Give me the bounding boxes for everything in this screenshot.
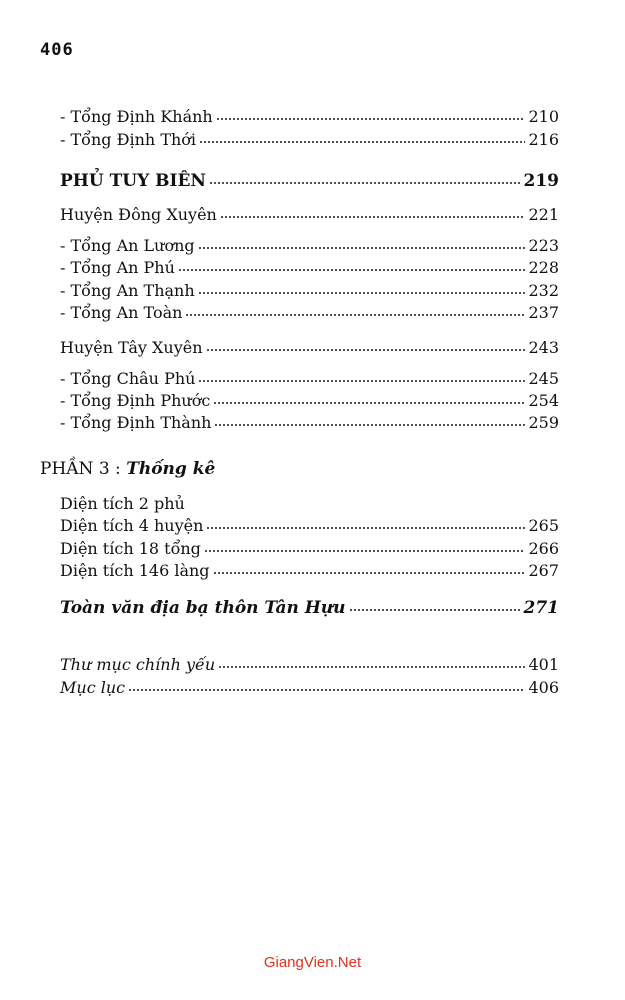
dot-leader <box>216 117 526 121</box>
toc-entry <box>60 107 559 127</box>
dot-leader <box>206 526 525 530</box>
toc-entry-title: Diện tích 18 tổng <box>60 539 201 558</box>
toc-entry-page: 271 <box>523 598 559 618</box>
toc-entry-page: 223 <box>528 236 559 255</box>
toc-entry-title: - Tổng Châu Phú <box>60 369 196 388</box>
toc-entry-title: - Tổng Định Thới <box>60 130 197 149</box>
toc-entry-page: 259 <box>528 413 559 432</box>
toc-entry-page: 406 <box>528 678 559 697</box>
toc-entry-title: Mục lục <box>60 678 126 697</box>
toc-entry-page: 221 <box>528 205 559 224</box>
dot-leader <box>178 268 526 272</box>
toc-entry-page: 243 <box>528 338 559 357</box>
dot-leader <box>213 401 525 405</box>
toc-entry-page: 237 <box>528 303 559 322</box>
toc-entry-page: 228 <box>528 258 559 277</box>
toc-entry <box>60 236 559 256</box>
toc-entry-page: 219 <box>523 171 559 191</box>
toc-entry <box>60 338 559 358</box>
part-heading <box>40 459 215 479</box>
toc-entry <box>60 413 559 433</box>
part-label: PHẦN 3 : <box>40 459 121 479</box>
toc-entry-title: - Tổng Định Thành <box>60 413 212 432</box>
toc-entry-title: - Tổng An Lương <box>60 236 195 255</box>
dot-leader <box>209 181 521 185</box>
toc-entry <box>60 655 559 675</box>
toc-entry-page: 216 <box>528 130 559 149</box>
toc-entry <box>60 369 559 389</box>
toc-entry-title: Huyện Tây Xuyên <box>60 338 203 357</box>
dot-leader <box>220 215 526 219</box>
page-number: 406 <box>40 40 74 60</box>
toc-entry-title: - Tổng An Phú <box>60 258 175 277</box>
dot-leader <box>198 291 526 295</box>
dot-leader <box>214 423 525 427</box>
toc-entry-title: PHỦ TUY BIÊN <box>60 171 206 191</box>
toc-entry-page: 265 <box>528 516 559 535</box>
toc-entry-title: Huyện Đông Xuyên <box>60 205 217 224</box>
toc-entry-title: Thư mục chính yếu <box>60 655 216 674</box>
toc-entry-page: 267 <box>528 561 559 580</box>
toc-entry <box>60 494 185 514</box>
toc-entry-title: - Tổng An Toàn <box>60 303 183 322</box>
dot-leader <box>349 608 521 612</box>
toc-entry <box>60 539 559 559</box>
toc-entry-page: 245 <box>528 369 559 388</box>
watermark: GiangVien.Net <box>263 954 362 971</box>
dot-leader <box>128 688 525 692</box>
toc-entry-title: - Tổng Định Khánh <box>60 107 213 126</box>
toc-entry <box>60 130 559 150</box>
dot-leader <box>185 313 525 317</box>
toc-entry-page: 401 <box>528 655 559 674</box>
toc-entry <box>60 281 559 301</box>
part-title: Thống kê <box>126 459 216 479</box>
dot-leader <box>213 571 526 575</box>
toc-entry-page: 232 <box>528 281 559 300</box>
dot-leader <box>199 140 525 144</box>
toc-entry-page: 266 <box>528 539 559 558</box>
dot-leader <box>198 379 525 383</box>
toc-entry-title: - Tổng Định Phước <box>60 391 211 410</box>
dot-leader <box>204 549 526 553</box>
toc-entry <box>60 678 559 698</box>
toc-entry <box>60 561 559 581</box>
toc-entry <box>60 303 559 323</box>
toc-entry <box>60 205 559 225</box>
toc-entry-title: Diện tích 146 làng <box>60 561 210 580</box>
toc-entry <box>60 391 559 411</box>
toc-entry-page: 210 <box>528 107 559 126</box>
toc-entry-title: Diện tích 4 huyện <box>60 516 204 535</box>
dot-leader <box>218 665 525 669</box>
toc-entry <box>60 516 559 536</box>
toc-entry-title: Diện tích 2 phủ <box>60 494 185 513</box>
toc-entry <box>60 258 559 278</box>
dot-leader <box>198 246 526 250</box>
toc-entry-title: Toàn văn địa bạ thôn Tân Hựu <box>60 598 346 618</box>
toc-section-heading <box>60 171 559 191</box>
toc-entry-title: - Tổng An Thạnh <box>60 281 195 300</box>
toc-entry-page: 254 <box>528 391 559 410</box>
toc-section-heading <box>60 598 559 618</box>
dot-leader <box>206 348 526 352</box>
